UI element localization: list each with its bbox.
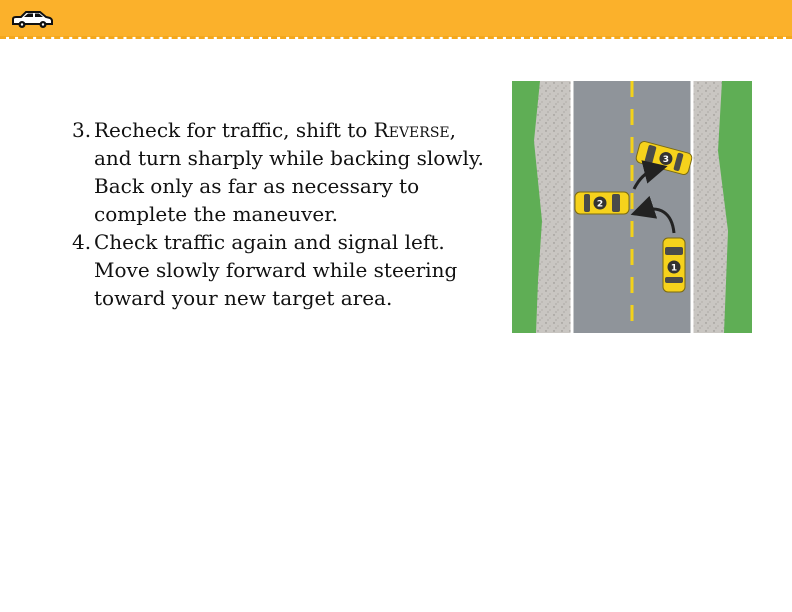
step-line: toward your new target area. (94, 286, 393, 310)
step-line (94, 116, 492, 144)
step-line: and turn sharply while backing slowly. (94, 146, 484, 170)
instruction-list (72, 116, 492, 312)
reverse-keyword: Reverse (373, 118, 450, 142)
car-1 (663, 238, 685, 292)
header-dashed-divider (0, 36, 792, 39)
step-line: Back only as far as necessary to (94, 174, 420, 198)
car-2 (575, 192, 629, 214)
step-line: Move slowly forward while steering (94, 258, 458, 282)
list-item (72, 228, 492, 312)
car-label: 1 (670, 263, 678, 274)
step-line: Check traffic again and signal left. (94, 230, 445, 254)
step-number: 4. (72, 230, 92, 254)
step-text: Recheck for traffic, shift to (94, 118, 374, 142)
car-icon (10, 9, 54, 29)
step-number: 3. (72, 118, 92, 142)
step-line: complete the maneuver. (94, 202, 338, 226)
step-text: , (449, 118, 456, 142)
three-point-turn-illustration (512, 81, 752, 333)
car-label: 3 (662, 155, 670, 166)
list-item (72, 116, 492, 228)
car-label: 2 (596, 199, 604, 210)
header-bar (0, 0, 792, 37)
